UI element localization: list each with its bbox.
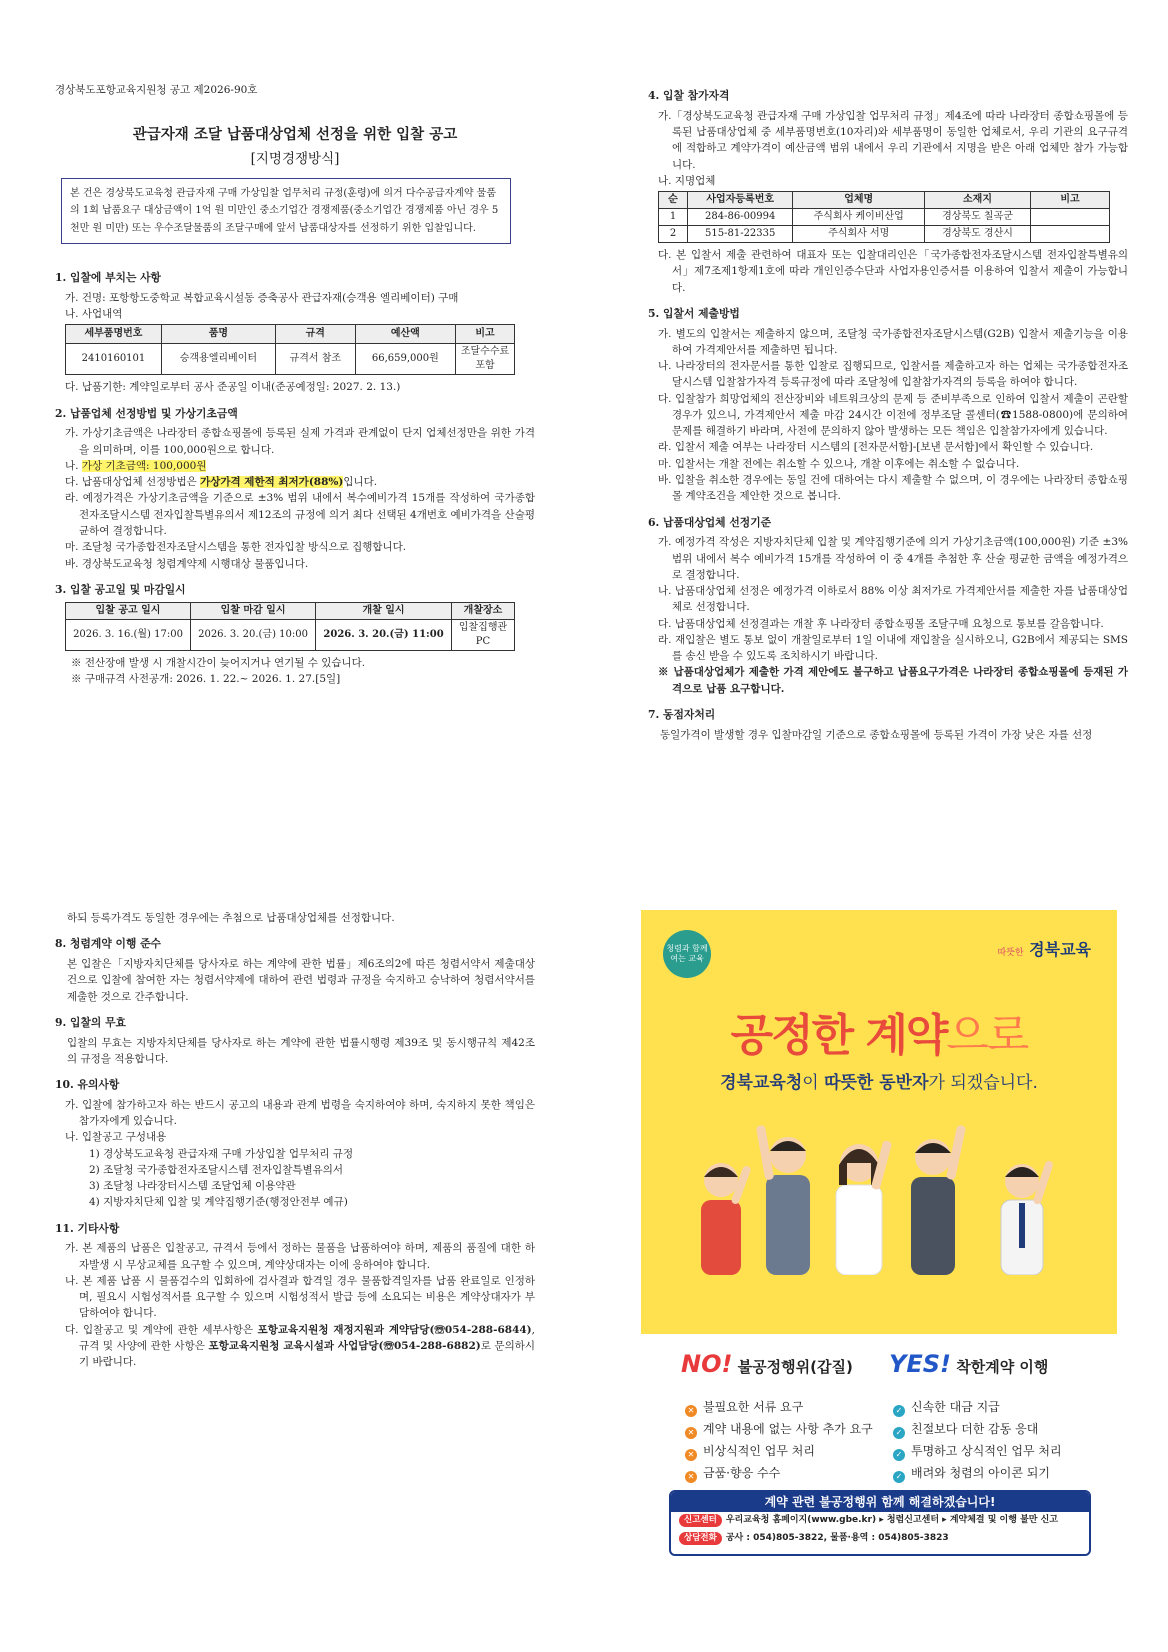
table-header: 순 [659, 192, 688, 209]
table-cell: 2 [659, 226, 688, 243]
yes-heading [889, 1346, 1048, 1383]
section6-heading: 6. 납품대상업체 선정기준 [648, 515, 772, 529]
section5-item: 나. 나라장터의 전자문서를 통한 입찰로 집행되므로, 입찰서를 제출하고자 하는 업체는 국가종합전자조달시스템 입찰참가자격 등록규정에 따라 조달청에 입찰참가자격의 등록을 하여야 합니다. [658, 360, 1128, 389]
list-item-label: 친절보다 더한 감동 응대 [911, 1422, 1039, 1436]
text: 로 문의하시기 바랍니다. [79, 1339, 536, 1369]
table-cell: 2026. 3. 20.(금) 10:00 [191, 619, 316, 650]
section3-note1: ※ 전산장애 발생 시 개찰시간이 늦어지거나 연기될 수 있습니다. [71, 656, 366, 669]
people-illustration-svg [681, 1105, 1081, 1275]
phone-row [671, 1530, 1089, 1548]
list-item [685, 1418, 873, 1440]
x-icon: ✕ [685, 1449, 697, 1461]
section10-heading: 10. 유의사항 [55, 1078, 120, 1092]
text: , 규격 및 사양에 관한 사항은 [79, 1323, 535, 1352]
list-item [893, 1440, 1062, 1462]
table-row [659, 226, 1110, 243]
list-item [893, 1396, 1062, 1418]
highlight-base-price: 가상 기초금액: 100,000원 [81, 459, 207, 472]
table-header: 세부품명번호 [66, 325, 162, 344]
yes-label: 착한계약 이행 [956, 1358, 1049, 1376]
suffix: 입니다. [343, 476, 378, 489]
section2-ba: 바. 경상북도교육청 청렴계약제 시행대상 물품입니다. [65, 557, 309, 570]
section5-item: 마. 입찰서는 개찰 전에는 취소할 수 있으나, 개찰 이후에는 취소할 수 없습니다. [658, 457, 1020, 470]
section2-da [55, 474, 535, 490]
fair-contract-poster [641, 910, 1117, 1568]
gbe-logo [998, 938, 1092, 963]
x-icon: ✕ [685, 1405, 697, 1417]
list-item [893, 1418, 1062, 1440]
table-header: 비고 [456, 325, 515, 344]
section1-heading: 1. 입찰에 부치는 사항 [55, 271, 161, 285]
table-header: 업체명 [793, 192, 925, 209]
list-item-label: 불필요한 서류 요구 [703, 1400, 804, 1414]
person-figure [911, 1125, 966, 1275]
table-cell: 조달수수료 포함 [456, 344, 515, 375]
list-item-label: 투명하고 상식적인 업무 처리 [911, 1444, 1062, 1458]
sub-part: 경북교육청 [720, 1073, 803, 1093]
section6-item: 가. 예정가격 작성은 지방자치단체 입찰 및 계약집행기준에 의거 가상기초금액(100,000원) 기준 ±3% 범위 내에서 복수 예비가격 15개를 작성하여 이 중 4개를 추첨한 후 산술 평균한 금액을 예정가격으로 결정합니다. [658, 536, 1128, 581]
document-subtitle: [지명경쟁방식] [250, 150, 340, 167]
report-row [671, 1512, 1089, 1530]
section2-heading: 2. 납품업체 선정방법 및 가상기초금액 [55, 406, 238, 420]
page2-left-column [55, 910, 535, 1371]
table-cell: 2026. 3. 20.(금) 11:00 [316, 619, 452, 650]
section2-ra: 라. 예정가격은 가상기초금액을 기준으로 ±3% 범위 내에서 복수예비가격 15개를 작성하여 국가종합전자조달시스템 전자입찰특별유의서 제12조의 규정에 의거 최다 선택된 4개번호 예비가격을 산술평균하여 결정합니다. [65, 492, 535, 538]
headline-bold: 공정한 계약 [730, 1010, 947, 1061]
phone-label: 상담전화 [679, 1532, 722, 1545]
table-header-row [659, 192, 1110, 209]
logo-text: 경북교육 [1029, 940, 1091, 959]
list-item: 4) 지방자치단체 입찰 및 계약집행기준(행정안전부 예규) [89, 1196, 348, 1209]
no-label: 불공정행위(갑질) [737, 1358, 853, 1376]
check-icon: ✓ [893, 1449, 905, 1461]
poster-subheadline [641, 1070, 1117, 1096]
table-header: 개찰 일시 [316, 602, 452, 619]
prefix: 다. 납품대상업체 선정방법은 [65, 476, 201, 489]
list-item: 1) 경상북도교육청 관급자재 구매 가상입찰 업무처리 규정 [89, 1147, 354, 1160]
list-item [685, 1462, 873, 1484]
contact-finance: 포항교육지원청 재정지원과 계약담당(☏054-288-6844) [257, 1323, 532, 1336]
table-cell: 2026. 3. 16.(월) 17:00 [66, 619, 191, 650]
section3-heading: 3. 입찰 공고일 및 마감일시 [55, 582, 186, 596]
no-list [685, 1396, 873, 1484]
section6-item: 다. 납품대상업체 선정결과는 개찰 후 나라장터 종합쇼핑몰 조달구매 요청으로 통보를 갈음합니다. [658, 617, 1104, 630]
document-title: 관급자재 조달 납품대상업체 선정을 위한 입찰 공고 [132, 126, 458, 144]
section1-na: 나. 사업내역 [65, 308, 123, 321]
list-item: 3) 조달청 나라장터시스템 조달업체 이용약관 [89, 1180, 296, 1193]
person-figure [701, 1163, 752, 1275]
table-header: 입찰 공고 일시 [66, 602, 191, 619]
list-item-label: 배려와 청렴의 아이콘 되기 [911, 1466, 1050, 1480]
table-cell: 경상북도 칠곡군 [925, 209, 1031, 226]
section10-na: 나. 입찰공고 구성내용 [65, 1131, 167, 1144]
section1-da: 다. 납품기한: 계약일로부터 공사 준공일 이내(준공예정일: 2027. 2. 13.) [65, 381, 401, 394]
x-icon: ✕ [685, 1427, 697, 1439]
list-item [685, 1440, 873, 1462]
list-item-label: 비상식적인 업무 처리 [703, 1444, 815, 1458]
notice-number: 경상북도포항교육지원청 공고 제2026-90호 [55, 84, 258, 96]
table-cell: 경상북도 경산시 [925, 226, 1031, 243]
poster-bottom-panel [641, 1334, 1117, 1568]
section5-item: 가. 별도의 입찰서는 제출하지 않으며, 조달청 국가종합전자조달시스템(G2B) 입찰서 제출기능을 이용하여 가격제안서를 제출하면 됩니다. [658, 327, 1128, 356]
section5-item: 라. 입찰서 제출 여부는 나라장터 시스템의 [전자문서함]-[보낸 문서함]에서 확인할 수 있습니다. [658, 441, 1094, 454]
person-figure [756, 1125, 810, 1275]
list-item [685, 1396, 873, 1418]
sub-part: 이 [802, 1073, 825, 1093]
report-label: 신고센터 [679, 1514, 722, 1527]
yes-list [893, 1396, 1062, 1484]
logo-small-text: 따뜻한 [997, 948, 1024, 958]
section9-heading: 9. 입찰의 무효 [55, 1015, 126, 1029]
list-item-label: 신속한 대금 지급 [911, 1400, 1000, 1414]
table-row [659, 209, 1110, 226]
section6-item: 나. 납품대상업체 선정은 예정가격 이하로서 88% 이상 최저가로 가격제안서를 제출한 자를 납품대상업체로 선정합니다. [658, 585, 1128, 614]
prefix: 나. [65, 459, 82, 472]
section5-heading: 5. 입찰서 제출방법 [648, 306, 740, 320]
no-tag: NO! [681, 1350, 733, 1378]
section10-ga: 가. 입찰에 참가하고자 하는 반드시 공고의 내용과 관계 법령을 숙지하여야 하며, 숙지하지 못한 책임은 참가자에게 있습니다. [65, 1098, 535, 1128]
section2-ma: 마. 조달청 국가종합전자조달시스템을 통한 전자입찰 방식으로 집행합니다. [65, 541, 407, 554]
table-row [66, 619, 515, 650]
section2-na [55, 458, 535, 474]
cheering-people-illustration [681, 1105, 1081, 1275]
sub-part: 가 되겠습니다. [928, 1073, 1038, 1093]
table-cell: 515-81-22335 [688, 226, 793, 243]
table-cell: 2410160101 [66, 344, 162, 375]
table-header: 개찰장소 [452, 602, 515, 619]
sub-part: 따뜻한 동반자 [824, 1073, 929, 1093]
section7-text: 동일가격이 발생할 경우 입찰마감일 기준으로 종합쇼핑몰에 등록된 가격이 가장 낮은 자를 선정 [660, 728, 1093, 741]
phone-text: 공사 : 054)805-3822, 물품·용역 : 054)805-3823 [725, 1532, 949, 1543]
table-cell: 284-86-00994 [688, 209, 793, 226]
section4-na: 나. 지명업체 [658, 174, 716, 187]
highlight-method: 가상가격 제한적 최저가(88%) [200, 476, 344, 489]
person-figure [1001, 1160, 1054, 1275]
person-figure [836, 1140, 892, 1275]
table-header-row [66, 325, 515, 344]
table-header: 입찰 마감 일시 [191, 602, 316, 619]
x-icon: ✕ [685, 1471, 697, 1483]
table-header: 품명 [161, 325, 275, 344]
company-table [658, 191, 1110, 243]
check-icon: ✓ [893, 1471, 905, 1483]
section6-item: 라. 재입찰은 별도 통보 없이 개찰일로부터 1일 이내에 재입찰을 실시하오니, G2B에서 제공되는 SMS를 송신 받을 수 있도록 조치하시기 바랍니다. [658, 633, 1128, 663]
table-cell: 주식회사 서명 [793, 226, 925, 243]
item-table [65, 324, 515, 375]
table-cell: 입찰집행관 PC [452, 619, 515, 650]
section2-ga: 가. 가상기초금액은 나라장터 종합쇼핑몰에 등록된 실제 가격과 관계없이 단지 업체선정만을 위한 가격을 의미하며, 이를 100,000원으로 합니다. [65, 427, 535, 456]
table-header: 사업자등록번호 [688, 192, 793, 209]
list-item-label: 계약 내용에 없는 사항 추가 요구 [703, 1422, 873, 1436]
table-header: 비고 [1031, 192, 1110, 209]
section8-heading: 8. 청렴계약 이행 준수 [55, 937, 161, 951]
table-cell: 승객용엘리베이터 [161, 344, 275, 375]
section11-heading: 11. 기타사항 [55, 1221, 120, 1235]
section11-na: 나. 본 제품 납품 시 물품검수의 입회하에 검사결과 합격일 경우 물품합격일자를 납품 완료일로 인정하며, 필요시 시험성적서를 요구할 수 있으며 시험성적서 발급 등에 소요되는 비용은 계약상대자가 부담하여야 합니다. [65, 1274, 535, 1320]
table-header: 소재지 [925, 192, 1031, 209]
table-cell: 1 [659, 209, 688, 226]
page1-left-column [55, 82, 535, 687]
section5-item: 바. 입찰을 취소한 경우에는 동일 건에 대하여는 다시 제출할 수 없으며, 이 경우에는 나라장터 종합쇼핑몰 계약조건을 제안한 것으로 봅니다. [658, 473, 1128, 503]
section4-da: 다. 본 입찰서 제출 관련하여 대표자 또는 입찰대리인은「국가종합전자조달시스템 전자입찰특별유의서」제7조제1항제1호에 따라 개인인증수단과 사업자용인증서를 이용하여 입찰서 제출이 가능합니다. [658, 249, 1128, 294]
section4-heading: 4. 입찰 참가자격 [648, 89, 730, 102]
integrity-badge: 청렴과 함께 여는 교육 [663, 930, 711, 978]
table-cell: 규격서 참조 [275, 344, 355, 375]
section5-item: 다. 입찰참가 희망업체의 전산장비와 네트워크상의 문제 등 준비부족으로 인하여 입찰서 제출이 곤란할 경우가 있으니, 가격제안서 제출 마감 24시간 이전에 정부조달 콜센터(☎1588-0800)에 문의하여 문제를 해결하기 바라며, 사전에 문의하지 않아 발생하는 모든 책임은 입찰참가자에게 있습니다. [658, 392, 1128, 438]
section7-heading: 7. 동점자처리 [648, 707, 716, 721]
section4-ga: 가.「경상북도교육청 관급자재 구매 가상입찰 업무처리 규정」제4조에 따라 나라장터 종합쇼핑몰에 등록된 납품대상업체 중 세부품명번호(10자리)와 세부품명이 동일한 업체로서, 우리 기관의 요구규격에 적합하고 계약가격이 예산금액 범위 내에서 우리 기관에서 지명을 받은 아래 업체만 참가 가능합니다. [658, 109, 1128, 171]
table-cell: 주식회사 케이비산업 [793, 209, 925, 226]
section3-note2: ※ 구매규격 사전공개: 2026. 1. 22.~ 2026. 1. 27.[5일] [71, 672, 341, 685]
intro-box: 본 건은 경상북도교육청 관급자재 구매 가상입찰 업무처리 규정(훈령)에 의거 다수공급자계약 물품의 1회 납품요구 대상금액이 1억 원 미만인 중소기업간 경쟁제품(중소기업간 경쟁제품 아닌 경우 5천만 원 미만) 또는 우수조달물품의 조달구매에 앞서 납품대상자를 선정하기 위한 입찰입니다. [61, 178, 511, 245]
section11-ga: 가. 본 제품의 납품은 입찰공고, 규격서 등에서 정하는 물품을 납품하여야 하며, 제품의 품질에 대한 하자발생 시 무상교체를 요구할 수 있으며, 계약상대자는 이에 응하여야 합니다. [65, 1242, 535, 1271]
report-text: 우리교육청 홈페이지(www.gbe.kr) ▸ 청렴신고센터 ▸ 계약체결 및 이행 불만 신고 [725, 1515, 1058, 1525]
section7-text-cont: 하되 등록가격도 동일한 경우에는 추첨으로 납품대상업체를 선정합니다. [67, 912, 395, 924]
check-icon: ✓ [893, 1427, 905, 1439]
table-header-row [66, 602, 515, 619]
list-item: 2) 조달청 국가종합전자조달시스템 전자입찰특별유의서 [89, 1163, 344, 1176]
footer-title: 계약 관련 불공정행위 함께 해결하겠습니다! [671, 1492, 1089, 1512]
table-cell [1031, 226, 1110, 243]
no-heading [681, 1346, 853, 1383]
poster-headline [641, 1002, 1117, 1070]
table-cell: 66,659,000원 [355, 344, 455, 375]
report-footer [669, 1490, 1091, 1556]
table-row [66, 344, 515, 375]
text: 다. 입찰공고 및 계약에 관한 세부사항은 [65, 1323, 258, 1336]
section6-note: ※ 납품대상업체가 제출한 가격 제안에도 불구하고 납품요구가격은 나라장터 종합쇼핑몰에 등재된 가격으로 납품 요구합니다. [658, 666, 1128, 695]
table-cell [1031, 209, 1110, 226]
check-icon: ✓ [893, 1405, 905, 1417]
headline-light: 으로 [946, 1010, 1028, 1061]
yes-tag: YES! [889, 1350, 952, 1378]
section1-ga: 가. 건명: 포항항도중학교 복합교육시설동 증축공사 관급자재(승객용 엘리베이터) 구매 [65, 291, 459, 304]
section8-text: 본 입찰은「지방자치단체를 당사자로 하는 계약에 관한 법률」제6조의2에 따른 청렴서약서 제출대상 건으로 입찰에 참여한 자는 청렴서약제에 대하여 관련 법령과 규정을 숙지하고 승낙하여 청렴서약서를 제출한 것으로 간주합니다. [67, 958, 535, 1003]
section9-text: 입찰의 무효는 지방자치단체를 당사자로 하는 계약에 관한 법률시행령 제39조 및 동시행규칙 제42조의 규정을 적용합니다. [67, 1036, 535, 1065]
list-item [893, 1462, 1062, 1484]
list-item-label: 금품·향응 수수 [703, 1466, 781, 1480]
schedule-table [65, 602, 515, 651]
section11-da [55, 1322, 535, 1371]
page1-right-column [648, 88, 1128, 743]
table-header: 규격 [275, 325, 355, 344]
table-header: 예산액 [355, 325, 455, 344]
contact-facility: 포항교육지원청 교육시설과 사업담당(☏054-288-6882) [208, 1339, 481, 1352]
